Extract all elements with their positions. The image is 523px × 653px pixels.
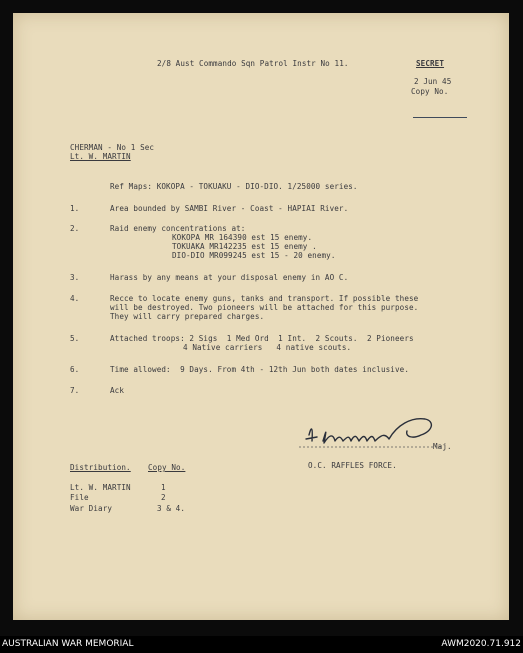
document-page — [13, 13, 509, 620]
distribution-copy-heading: Copy No. — [148, 463, 186, 472]
para-text: They will carry prepared charges. — [110, 312, 265, 321]
para-number: 6. — [70, 365, 80, 374]
document-date: 2 Jun 45 — [414, 77, 452, 86]
para-text: Raid enemy concentrations at: — [110, 224, 246, 233]
handwritten-signature — [293, 413, 453, 455]
para-text: Area bounded by SAMBI River - Coast - HAPIAI River. — [110, 204, 349, 213]
para-text: Ack — [110, 386, 125, 395]
para-text: Attached troops: 2 Sigs 1 Med Ord 1 Int. 2 Scouts. 2 Pioneers — [110, 334, 414, 343]
archive-reference: AWM2020.71.912 — [441, 639, 521, 649]
para-text: Time allowed: 9 Days. From 4th - 12th Jun both dates inclusive. — [110, 365, 409, 374]
signature-rank: Maj. — [433, 442, 452, 451]
distribution-name: Lt. W. MARTIN — [70, 483, 131, 492]
para-number: 5. — [70, 334, 80, 343]
para-text: 4 Native carriers 4 native scouts. — [183, 343, 352, 352]
archive-footer — [0, 636, 523, 653]
distribution-name: War Diary — [70, 504, 113, 513]
distribution-copy: 1 — [161, 483, 166, 492]
para-text: DIO-DIO MR099245 est 15 - 20 enemy. — [172, 251, 336, 260]
para-text: will be destroyed. Two pioneers will be attached for this purpose. — [110, 303, 419, 312]
copy-number: Copy No. — [411, 87, 449, 96]
para-text: Recce to locate enemy guns, tanks and transport. If possible these — [110, 294, 419, 303]
para-number: 2. — [70, 224, 80, 233]
para-number: 7. — [70, 386, 80, 395]
para-number: 4. — [70, 294, 80, 303]
classification-marking: SECRET — [416, 59, 445, 68]
signature-title: O.C. RAFFLES FORCE. — [308, 461, 397, 470]
copy-rule — [413, 117, 467, 118]
para-number: 1. — [70, 204, 80, 213]
distribution-name: File — [70, 493, 89, 502]
archive-name: AUSTRALIAN WAR MEMORIAL — [2, 639, 134, 649]
distribution-copy: 2 — [161, 493, 166, 502]
document-title: 2/8 Aust Commando Sqn Patrol Instr No 11. — [157, 59, 349, 68]
reference-maps: Ref Maps: KOKOPA - TOKUAKU - DIO-DIO. 1/25000 series. — [110, 182, 358, 191]
distribution-heading: Distribution. — [70, 463, 131, 472]
addressee-unit: CHERMAN - No 1 Sec — [70, 143, 155, 152]
para-text: TOKUAKA MR142235 est 15 enemy . — [172, 242, 317, 251]
para-text: KOKOPA MR 164390 est 15 enemy. — [172, 233, 313, 242]
para-text: Harass by any means at your disposal enemy in AO C. — [110, 273, 349, 282]
distribution-copy: 3 & 4. — [157, 504, 186, 513]
addressee-officer: Lt. W. MARTIN — [70, 152, 131, 161]
para-number: 3. — [70, 273, 80, 282]
